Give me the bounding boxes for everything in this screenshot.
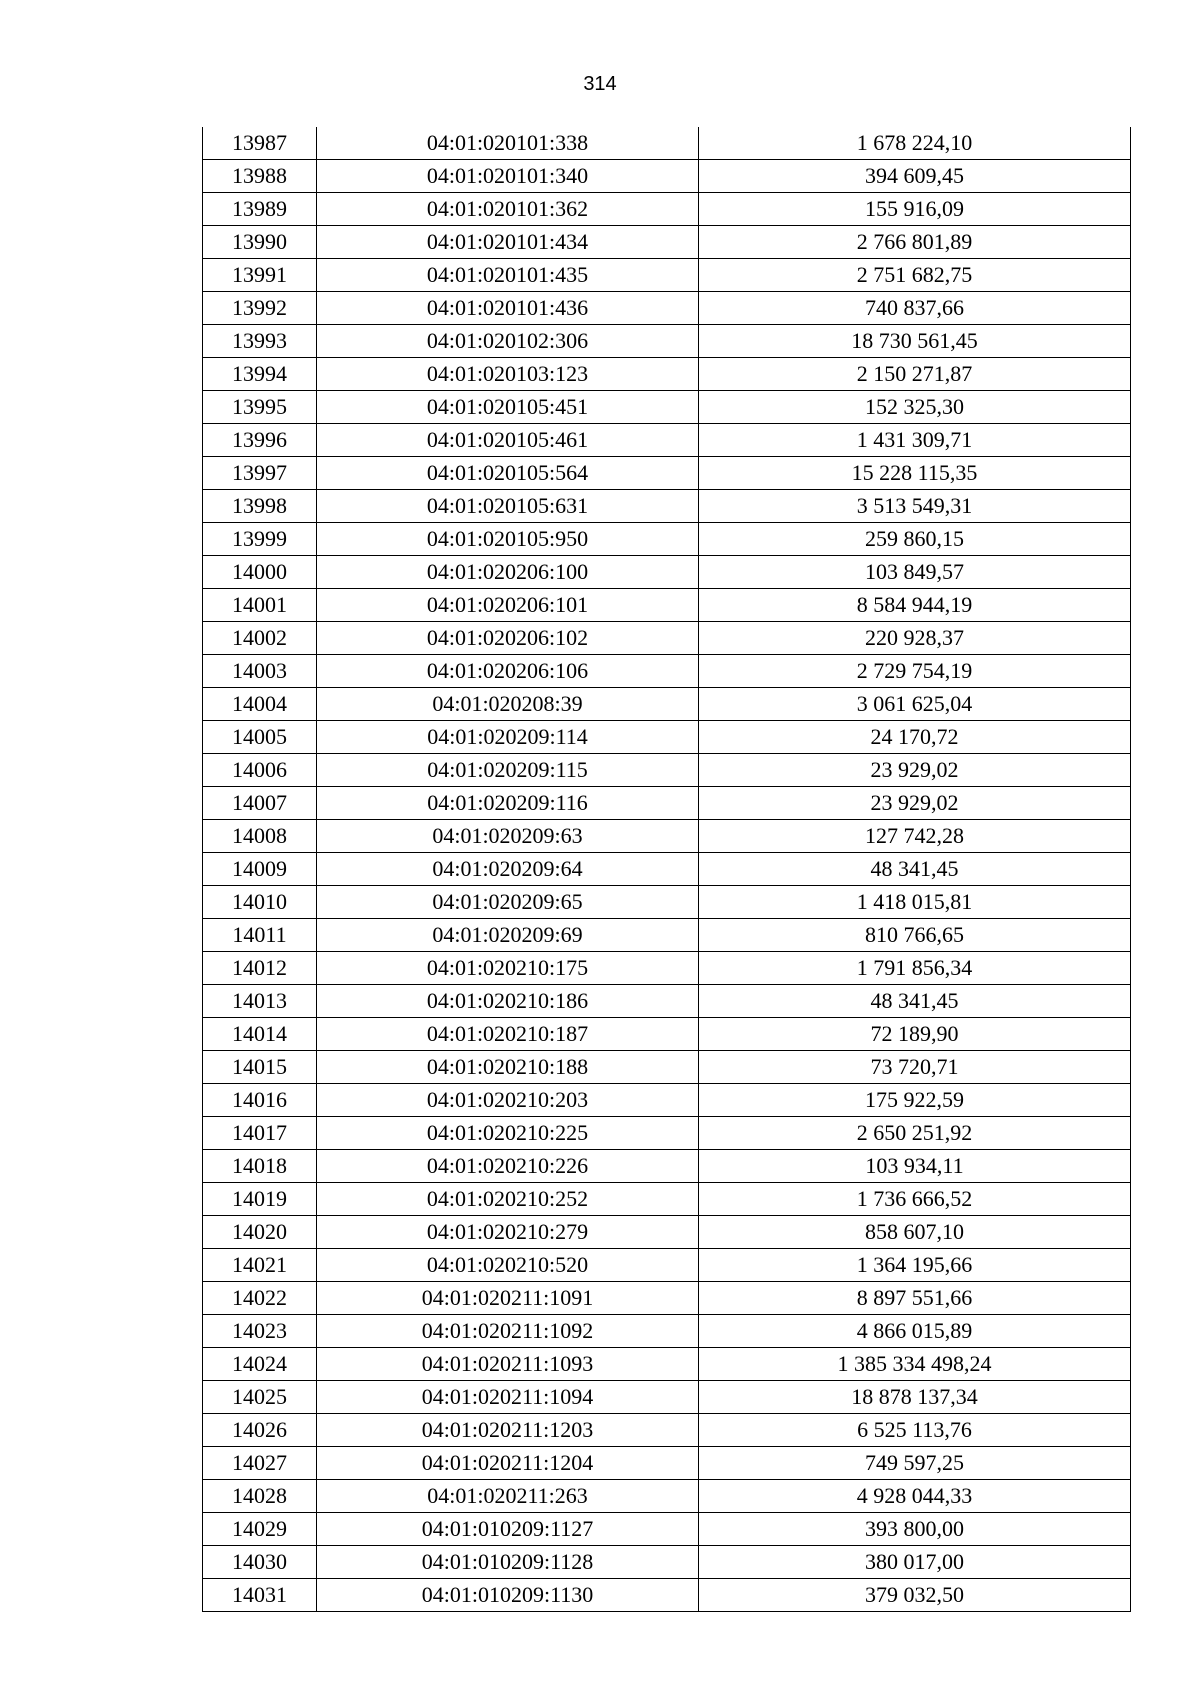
table-row	[203, 1546, 1131, 1579]
row-number-cell: 13996	[203, 424, 317, 457]
table-row	[203, 952, 1131, 985]
table-row	[203, 1150, 1131, 1183]
table-row	[203, 127, 1131, 160]
row-number-cell: 14014	[203, 1018, 317, 1051]
row-number-cell: 14027	[203, 1447, 317, 1480]
row-number-cell: 14021	[203, 1249, 317, 1282]
cadastral-number-cell: 04:01:020208:39	[317, 688, 699, 721]
row-number-cell: 14010	[203, 886, 317, 919]
row-number-cell: 14008	[203, 820, 317, 853]
table-row	[203, 787, 1131, 820]
row-number-cell: 13987	[203, 127, 317, 160]
row-number-cell: 14001	[203, 589, 317, 622]
cadastral-value-cell: 1 678 224,10	[699, 127, 1131, 160]
cadastral-value-cell: 740 837,66	[699, 292, 1131, 325]
cadastral-number-cell: 04:01:020210:279	[317, 1216, 699, 1249]
cadastral-number-cell: 04:01:020206:100	[317, 556, 699, 589]
table-row	[203, 721, 1131, 754]
table-row	[203, 1249, 1131, 1282]
cadastral-value-cell: 220 928,37	[699, 622, 1131, 655]
row-number-cell: 13993	[203, 325, 317, 358]
row-number-cell: 13991	[203, 259, 317, 292]
table-row	[203, 886, 1131, 919]
row-number-cell: 14019	[203, 1183, 317, 1216]
cadastral-number-cell: 04:01:020211:1092	[317, 1315, 699, 1348]
cadastral-number-cell: 04:01:020105:461	[317, 424, 699, 457]
cadastral-number-cell: 04:01:020209:116	[317, 787, 699, 820]
cadastral-value-cell: 3 513 549,31	[699, 490, 1131, 523]
table-row	[203, 1348, 1131, 1381]
row-number-cell: 14018	[203, 1150, 317, 1183]
cadastral-number-cell: 04:01:010209:1130	[317, 1579, 699, 1612]
table-row	[203, 457, 1131, 490]
cadastral-number-cell: 04:01:020210:187	[317, 1018, 699, 1051]
cadastral-value-cell: 155 916,09	[699, 193, 1131, 226]
table-row	[203, 1480, 1131, 1513]
cadastral-value-cell: 4 866 015,89	[699, 1315, 1131, 1348]
cadastral-number-cell: 04:01:020101:436	[317, 292, 699, 325]
cadastral-value-cell: 103 849,57	[699, 556, 1131, 589]
row-number-cell: 14003	[203, 655, 317, 688]
table-row	[203, 1051, 1131, 1084]
table-row	[203, 1579, 1131, 1612]
cadastral-value-cell: 127 742,28	[699, 820, 1131, 853]
cadastral-number-cell: 04:01:020209:69	[317, 919, 699, 952]
table-row	[203, 1084, 1131, 1117]
table-row	[203, 226, 1131, 259]
cadastral-number-cell: 04:01:020210:225	[317, 1117, 699, 1150]
cadastral-number-cell: 04:01:020103:123	[317, 358, 699, 391]
table-row	[203, 556, 1131, 589]
cadastral-value-cell: 24 170,72	[699, 721, 1131, 754]
cadastral-number-cell: 04:01:020210:188	[317, 1051, 699, 1084]
cadastral-number-cell: 04:01:020105:950	[317, 523, 699, 556]
table-row	[203, 820, 1131, 853]
row-number-cell: 14030	[203, 1546, 317, 1579]
cadastral-number-cell: 04:01:020209:114	[317, 721, 699, 754]
cadastral-value-cell: 3 061 625,04	[699, 688, 1131, 721]
cadastral-value-cell: 8 897 551,66	[699, 1282, 1131, 1315]
cadastral-number-cell: 04:01:020210:520	[317, 1249, 699, 1282]
table-row	[203, 259, 1131, 292]
row-number-cell: 13998	[203, 490, 317, 523]
row-number-cell: 14025	[203, 1381, 317, 1414]
cadastral-value-cell: 103 934,11	[699, 1150, 1131, 1183]
row-number-cell: 14020	[203, 1216, 317, 1249]
cadastral-number-cell: 04:01:020101:338	[317, 127, 699, 160]
cadastral-number-cell: 04:01:020105:564	[317, 457, 699, 490]
cadastral-number-cell: 04:01:020206:101	[317, 589, 699, 622]
table-row	[203, 622, 1131, 655]
cadastral-value-cell: 393 800,00	[699, 1513, 1131, 1546]
row-number-cell: 14011	[203, 919, 317, 952]
row-number-cell: 14012	[203, 952, 317, 985]
cadastral-value-table	[202, 127, 1131, 1612]
cadastral-number-cell: 04:01:010209:1128	[317, 1546, 699, 1579]
table-row	[203, 1315, 1131, 1348]
cadastral-number-cell: 04:01:020210:252	[317, 1183, 699, 1216]
cadastral-value-cell: 2 766 801,89	[699, 226, 1131, 259]
cadastral-number-cell: 04:01:020210:203	[317, 1084, 699, 1117]
table-row	[203, 1381, 1131, 1414]
row-number-cell: 14015	[203, 1051, 317, 1084]
cadastral-number-cell: 04:01:020101:362	[317, 193, 699, 226]
table-row	[203, 490, 1131, 523]
row-number-cell: 14009	[203, 853, 317, 886]
cadastral-number-cell: 04:01:020102:306	[317, 325, 699, 358]
cadastral-value-cell: 1 791 856,34	[699, 952, 1131, 985]
cadastral-value-cell: 8 584 944,19	[699, 589, 1131, 622]
cadastral-value-cell: 1 736 666,52	[699, 1183, 1131, 1216]
row-number-cell: 13992	[203, 292, 317, 325]
row-number-cell: 14017	[203, 1117, 317, 1150]
table-row	[203, 853, 1131, 886]
cadastral-number-cell: 04:01:020101:340	[317, 160, 699, 193]
row-number-cell: 13988	[203, 160, 317, 193]
table-body	[203, 127, 1131, 1612]
row-number-cell: 13997	[203, 457, 317, 490]
table-row	[203, 1018, 1131, 1051]
row-number-cell: 14006	[203, 754, 317, 787]
cadastral-value-cell: 1 385 334 498,24	[699, 1348, 1131, 1381]
table-row	[203, 193, 1131, 226]
cadastral-number-cell: 04:01:020209:63	[317, 820, 699, 853]
cadastral-value-cell: 2 729 754,19	[699, 655, 1131, 688]
cadastral-value-cell: 2 150 271,87	[699, 358, 1131, 391]
row-number-cell: 14000	[203, 556, 317, 589]
row-number-cell: 13989	[203, 193, 317, 226]
cadastral-value-cell: 73 720,71	[699, 1051, 1131, 1084]
cadastral-number-cell: 04:01:020211:1091	[317, 1282, 699, 1315]
row-number-cell: 14023	[203, 1315, 317, 1348]
cadastral-number-cell: 04:01:020211:1093	[317, 1348, 699, 1381]
cadastral-value-cell: 810 766,65	[699, 919, 1131, 952]
row-number-cell: 14016	[203, 1084, 317, 1117]
cadastral-number-cell: 04:01:020101:435	[317, 259, 699, 292]
cadastral-number-cell: 04:01:020210:186	[317, 985, 699, 1018]
table-row	[203, 985, 1131, 1018]
row-number-cell: 14005	[203, 721, 317, 754]
cadastral-value-cell: 1 364 195,66	[699, 1249, 1131, 1282]
table-row	[203, 424, 1131, 457]
table-row	[203, 1513, 1131, 1546]
cadastral-value-cell: 18 730 561,45	[699, 325, 1131, 358]
table-row	[203, 1282, 1131, 1315]
table-row	[203, 919, 1131, 952]
row-number-cell: 14026	[203, 1414, 317, 1447]
row-number-cell: 14029	[203, 1513, 317, 1546]
table-row	[203, 358, 1131, 391]
table-row	[203, 292, 1131, 325]
cadastral-value-cell: 379 032,50	[699, 1579, 1131, 1612]
table-row	[203, 754, 1131, 787]
cadastral-number-cell: 04:01:020105:631	[317, 490, 699, 523]
table-row	[203, 523, 1131, 556]
cadastral-value-cell: 15 228 115,35	[699, 457, 1131, 490]
cadastral-number-cell: 04:01:020206:102	[317, 622, 699, 655]
table-row	[203, 688, 1131, 721]
row-number-cell: 14007	[203, 787, 317, 820]
cadastral-number-cell: 04:01:010209:1127	[317, 1513, 699, 1546]
table-row	[203, 1183, 1131, 1216]
cadastral-value-cell: 48 341,45	[699, 853, 1131, 886]
cadastral-number-cell: 04:01:020210:175	[317, 952, 699, 985]
cadastral-value-cell: 6 525 113,76	[699, 1414, 1131, 1447]
cadastral-value-cell: 23 929,02	[699, 787, 1131, 820]
cadastral-value-cell: 394 609,45	[699, 160, 1131, 193]
cadastral-number-cell: 04:01:020206:106	[317, 655, 699, 688]
cadastral-number-cell: 04:01:020209:115	[317, 754, 699, 787]
cadastral-number-cell: 04:01:020211:1204	[317, 1447, 699, 1480]
cadastral-value-cell: 2 751 682,75	[699, 259, 1131, 292]
cadastral-value-cell: 48 341,45	[699, 985, 1131, 1018]
cadastral-value-cell: 23 929,02	[699, 754, 1131, 787]
cadastral-value-cell: 2 650 251,92	[699, 1117, 1131, 1150]
row-number-cell: 13995	[203, 391, 317, 424]
table-row	[203, 1117, 1131, 1150]
cadastral-number-cell: 04:01:020211:263	[317, 1480, 699, 1513]
row-number-cell: 14031	[203, 1579, 317, 1612]
cadastral-number-cell: 04:01:020209:65	[317, 886, 699, 919]
table-row	[203, 655, 1131, 688]
cadastral-value-cell: 175 922,59	[699, 1084, 1131, 1117]
row-number-cell: 14004	[203, 688, 317, 721]
table-row	[203, 325, 1131, 358]
row-number-cell: 13990	[203, 226, 317, 259]
table-row	[203, 1216, 1131, 1249]
row-number-cell: 14028	[203, 1480, 317, 1513]
cadastral-number-cell: 04:01:020211:1094	[317, 1381, 699, 1414]
cadastral-number-cell: 04:01:020211:1203	[317, 1414, 699, 1447]
cadastral-number-cell: 04:01:020105:451	[317, 391, 699, 424]
cadastral-value-cell: 18 878 137,34	[699, 1381, 1131, 1414]
table-row	[203, 1414, 1131, 1447]
row-number-cell: 13999	[203, 523, 317, 556]
cadastral-value-cell: 858 607,10	[699, 1216, 1131, 1249]
row-number-cell: 13994	[203, 358, 317, 391]
table-row	[203, 1447, 1131, 1480]
cadastral-value-cell: 380 017,00	[699, 1546, 1131, 1579]
cadastral-value-cell: 4 928 044,33	[699, 1480, 1131, 1513]
cadastral-value-cell: 152 325,30	[699, 391, 1131, 424]
page-number: 314	[583, 73, 617, 95]
table-row	[203, 160, 1131, 193]
cadastral-value-cell: 1 418 015,81	[699, 886, 1131, 919]
cadastral-value-cell: 72 189,90	[699, 1018, 1131, 1051]
cadastral-number-cell: 04:01:020210:226	[317, 1150, 699, 1183]
cadastral-number-cell: 04:01:020101:434	[317, 226, 699, 259]
cadastral-value-cell: 1 431 309,71	[699, 424, 1131, 457]
table-row	[203, 391, 1131, 424]
row-number-cell: 14022	[203, 1282, 317, 1315]
cadastral-number-cell: 04:01:020209:64	[317, 853, 699, 886]
cadastral-value-cell: 749 597,25	[699, 1447, 1131, 1480]
row-number-cell: 14013	[203, 985, 317, 1018]
row-number-cell: 14002	[203, 622, 317, 655]
table-row	[203, 589, 1131, 622]
row-number-cell: 14024	[203, 1348, 317, 1381]
cadastral-value-cell: 259 860,15	[699, 523, 1131, 556]
